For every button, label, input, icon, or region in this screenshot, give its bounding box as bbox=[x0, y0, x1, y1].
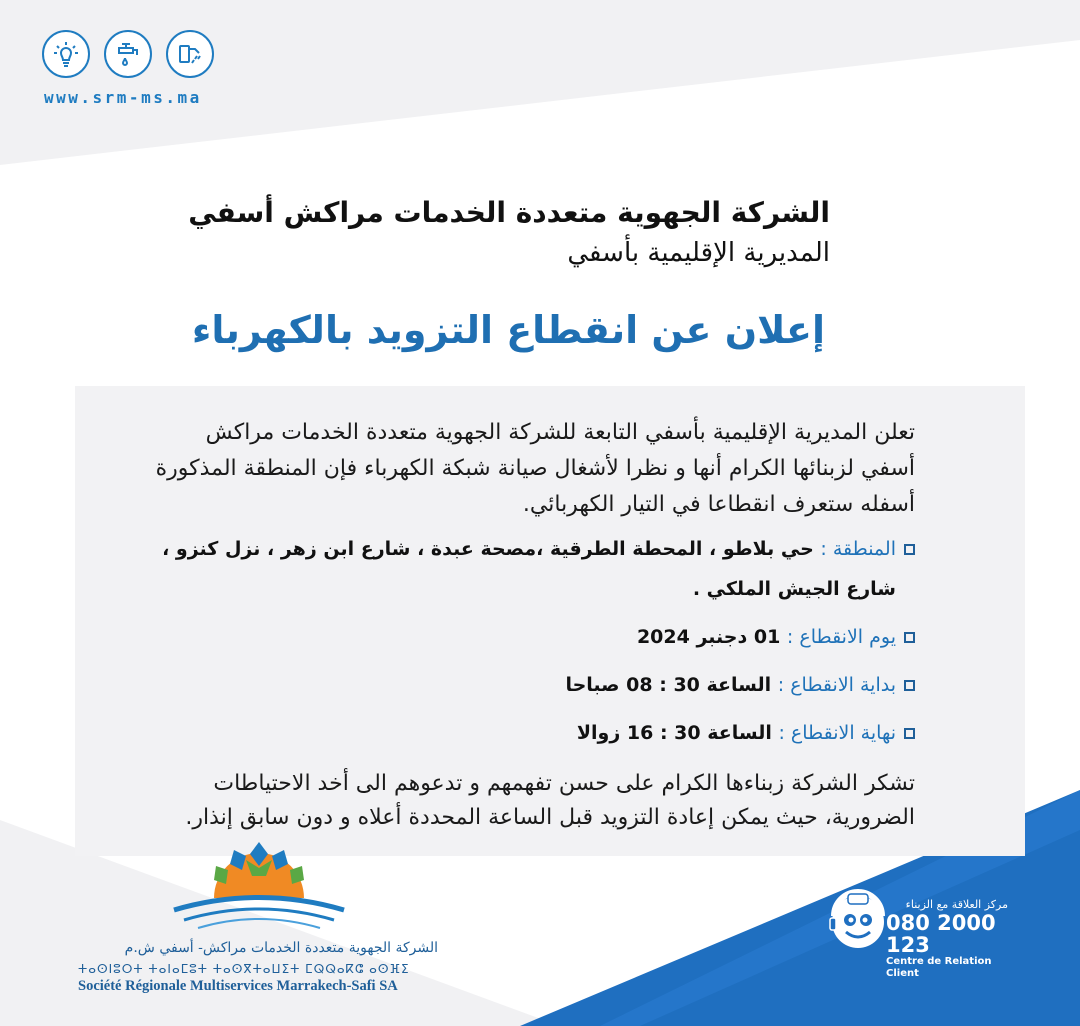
detail-date bbox=[155, 617, 915, 657]
checkbox-bullet-icon bbox=[904, 544, 915, 555]
directorate-name: المديرية الإقليمية بأسفي bbox=[567, 238, 830, 268]
call-center-text bbox=[886, 898, 1026, 980]
detail-end-time bbox=[155, 713, 915, 753]
lightbulb-icon bbox=[42, 30, 90, 78]
website-url[interactable]: www.srm-ms.ma bbox=[44, 88, 202, 107]
header bbox=[130, 193, 830, 273]
intro-paragraph: تعلن المديرية الإقليمية بأسفي التابعة للشركة الجهوية متعددة الخدمات مراكش أسفي لزبنائها الكرام أنها و نظرا لأشغال صيانة شبكة الكهرباء فإن المنطقة المذكورة أسفله ستعرف انقطاعا في التيار الكهربائي. bbox=[155, 420, 915, 517]
detail-label: يوم الانقطاع : bbox=[786, 626, 896, 648]
customer-service-face-icon bbox=[826, 888, 890, 952]
call-center-badge bbox=[826, 888, 1026, 979]
detail-value: الساعة 30 : 16 زوالا bbox=[576, 722, 779, 744]
logo-emblem-icon bbox=[164, 840, 354, 936]
checkbox-bullet-icon bbox=[904, 632, 915, 643]
shower-icon bbox=[166, 30, 214, 78]
closing-paragraph: تشكر الشركة زبناءها الكرام على حسن تفهمهم و تدعوهم الى أخد الاحتياطات الضرورية، حيث يمكن إعادة التزويد قبل الساعة المحددة أعلاه و دون سابق إنذار. bbox=[185, 771, 915, 830]
company-logo bbox=[78, 840, 438, 1000]
detail-label: المنطقة : bbox=[820, 538, 896, 560]
detail-label: بداية الانقطاع : bbox=[777, 674, 896, 696]
announcement-body bbox=[155, 415, 915, 835]
detail-label: نهاية الانقطاع : bbox=[778, 722, 896, 744]
detail-value: الساعة 30 : 08 صباحا bbox=[565, 674, 778, 696]
logo-arabic-name: الشركة الجهوية متعددة الخدمات مراكش- أسفي ش.م bbox=[124, 940, 438, 956]
detail-value: حي بلاطو ، المحطة الطرقية ،مصحة عبدة ، شارع ابن زهر ، نزل كنزو ، شارع الجيش الملكي . bbox=[162, 538, 896, 600]
company-name: الشركة الجهوية متعددة الخدمات مراكش أسفي bbox=[188, 196, 830, 229]
detail-zone bbox=[155, 529, 915, 609]
detail-start-time bbox=[155, 665, 915, 705]
water-tap-icon bbox=[104, 30, 152, 78]
call-center-number[interactable]: 080 2000 123 bbox=[886, 911, 996, 957]
call-center-french: Centre de Relation Client bbox=[886, 956, 992, 979]
announcement-title: إعلان عن انقطاع التزويد بالكهرباء bbox=[191, 308, 825, 352]
detail-value: 01 دجنبر 2024 bbox=[636, 626, 787, 648]
logo-french-name: Société Régionale Multiservices Marrakech-Safi SA bbox=[78, 978, 398, 994]
checkbox-bullet-icon bbox=[904, 680, 915, 691]
service-icons bbox=[42, 30, 214, 78]
call-center-arabic: مركز العلاقة مع الزبناء bbox=[905, 898, 1008, 911]
logo-tifinagh-name: ⵜⴰⵙⵏⵓⵔⵜ ⵜⴰⵏⴰⵎⵓⵜ ⵜⴰⵙⴳⵜⴰⵡⵉⵜ ⵎⵕⵕⴰⴽⵛ ⴰⵙⴼⵉ bbox=[78, 962, 410, 976]
checkbox-bullet-icon bbox=[904, 728, 915, 739]
